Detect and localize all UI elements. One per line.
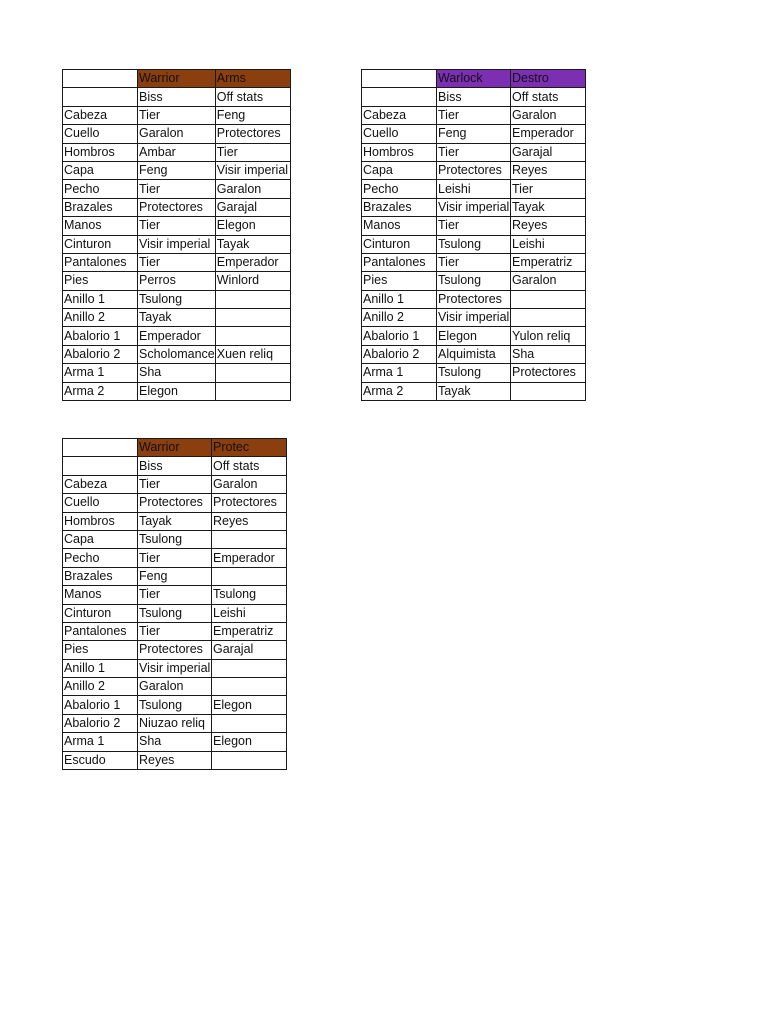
biss-cell[interactable]: Tier xyxy=(138,106,216,124)
biss-cell[interactable]: Tsulong xyxy=(138,696,212,714)
slot-cell[interactable]: Arma 2 xyxy=(362,382,437,400)
off-stats-cell[interactable]: Visir imperial xyxy=(215,161,290,179)
table-row xyxy=(63,530,287,548)
off-stats-cell[interactable]: Emperatriz xyxy=(511,253,586,271)
table-row xyxy=(362,161,586,179)
slot-cell[interactable]: Cuello xyxy=(63,125,138,143)
off-stats-cell[interactable]: Garalon xyxy=(511,272,586,290)
biss-cell[interactable]: Perros xyxy=(138,272,216,290)
biss-cell[interactable]: Tayak xyxy=(138,309,216,327)
slot-cell[interactable]: Arma 1 xyxy=(63,364,138,382)
off-stats-cell[interactable]: Garalon xyxy=(215,180,290,198)
off-stats-cell[interactable]: Emperador xyxy=(215,253,290,271)
slot-cell[interactable]: Pantalones xyxy=(63,622,138,640)
off-stats-cell[interactable] xyxy=(212,714,287,732)
biss-cell[interactable]: Tsulong xyxy=(138,290,216,308)
biss-cell[interactable]: Feng xyxy=(138,567,212,585)
slot-cell[interactable]: Arma 1 xyxy=(63,733,138,751)
off-stats-cell[interactable]: Reyes xyxy=(511,161,586,179)
biss-cell[interactable]: Tier xyxy=(437,143,511,161)
slot-cell[interactable]: Capa xyxy=(63,530,138,548)
table-header-row xyxy=(63,70,291,88)
biss-cell[interactable]: Tier xyxy=(138,180,216,198)
off-stats-cell[interactable]: Off stats xyxy=(215,88,290,106)
biss-cell[interactable]: Tsulong xyxy=(437,235,511,253)
slot-cell[interactable]: Anillo 1 xyxy=(63,659,138,677)
slot-cell[interactable]: Pies xyxy=(63,272,138,290)
slot-cell[interactable]: Pies xyxy=(362,272,437,290)
biss-cell[interactable]: Tier xyxy=(138,253,216,271)
warlock-destro-table xyxy=(361,69,586,401)
table-row xyxy=(362,327,586,345)
table-row xyxy=(63,88,291,106)
off-stats-cell[interactable] xyxy=(215,290,290,308)
off-stats-cell[interactable]: Garajal xyxy=(212,641,287,659)
table-row xyxy=(63,586,287,604)
off-stats-cell[interactable]: Garalon xyxy=(212,475,287,493)
biss-cell[interactable]: Protectores xyxy=(138,494,212,512)
slot-cell[interactable]: Anillo 2 xyxy=(63,309,138,327)
off-stats-cell[interactable]: Feng xyxy=(215,106,290,124)
biss-cell[interactable]: Tsulong xyxy=(437,364,511,382)
biss-cell[interactable]: Visir imperial xyxy=(437,198,511,216)
table-row xyxy=(362,290,586,308)
table-row xyxy=(63,733,287,751)
spec-header-cell[interactable]: Protec xyxy=(212,439,287,457)
off-stats-cell[interactable]: Emperador xyxy=(511,125,586,143)
biss-cell[interactable]: Tier xyxy=(138,622,212,640)
off-stats-cell[interactable] xyxy=(511,309,586,327)
off-stats-cell[interactable]: Garalon xyxy=(511,106,586,124)
off-stats-cell[interactable] xyxy=(212,567,287,585)
slot-cell[interactable]: Cuello xyxy=(63,494,138,512)
slot-cell[interactable]: Anillo 2 xyxy=(362,309,437,327)
slot-cell[interactable]: Capa xyxy=(63,161,138,179)
table-row xyxy=(63,272,291,290)
slot-cell[interactable]: Brazales xyxy=(362,198,437,216)
slot-cell[interactable]: Pies xyxy=(63,641,138,659)
biss-cell[interactable]: Sha xyxy=(138,364,216,382)
biss-cell[interactable]: Tier xyxy=(138,549,212,567)
slot-cell[interactable]: Escudo xyxy=(63,751,138,769)
off-stats-cell[interactable]: Off stats xyxy=(212,457,287,475)
slot-cell[interactable]: Abalorio 2 xyxy=(63,714,138,732)
table-row xyxy=(63,512,287,530)
table-row xyxy=(63,106,291,124)
slot-cell[interactable]: Hombros xyxy=(63,143,138,161)
biss-cell[interactable]: Sha xyxy=(138,733,212,751)
off-stats-cell[interactable]: Tayak xyxy=(215,235,290,253)
slot-cell[interactable]: Manos xyxy=(362,217,437,235)
table-row xyxy=(63,327,291,345)
table-header-row xyxy=(63,439,287,457)
table-row xyxy=(63,751,287,769)
slot-cell[interactable] xyxy=(63,457,138,475)
slot-cell[interactable] xyxy=(362,88,437,106)
slot-cell[interactable]: Capa xyxy=(362,161,437,179)
biss-cell[interactable]: Elegon xyxy=(437,327,511,345)
table-row xyxy=(63,659,287,677)
off-stats-cell[interactable] xyxy=(215,382,290,400)
biss-cell[interactable]: Protectores xyxy=(138,641,212,659)
off-stats-cell[interactable] xyxy=(212,678,287,696)
biss-cell[interactable]: Tier xyxy=(437,217,511,235)
table-row xyxy=(362,180,586,198)
table-row xyxy=(362,253,586,271)
off-stats-cell[interactable]: Elegon xyxy=(212,733,287,751)
biss-cell[interactable]: Tier xyxy=(138,217,216,235)
off-stats-cell[interactable] xyxy=(511,290,586,308)
slot-cell[interactable]: Anillo 2 xyxy=(63,678,138,696)
biss-cell[interactable]: Feng xyxy=(138,161,216,179)
biss-cell[interactable]: Niuzao reliq xyxy=(138,714,212,732)
table-row xyxy=(63,345,291,363)
table-row xyxy=(63,161,291,179)
slot-cell[interactable]: Abalorio 1 xyxy=(362,327,437,345)
off-stats-cell[interactable]: Emperatriz xyxy=(212,622,287,640)
off-stats-cell[interactable]: Reyes xyxy=(212,512,287,530)
off-stats-cell[interactable]: Protectores xyxy=(215,125,290,143)
table-row xyxy=(362,272,586,290)
off-stats-cell[interactable]: Winlord xyxy=(215,272,290,290)
table-row xyxy=(63,714,287,732)
biss-cell[interactable]: Tier xyxy=(138,586,212,604)
table-row xyxy=(63,235,291,253)
biss-cell[interactable]: Protectores xyxy=(437,161,511,179)
table-row xyxy=(63,549,287,567)
slot-cell[interactable]: Abalorio 1 xyxy=(63,696,138,714)
table-row xyxy=(362,88,586,106)
off-stats-cell[interactable]: Elegon xyxy=(212,696,287,714)
table-row xyxy=(362,106,586,124)
slot-cell[interactable]: Pantalones xyxy=(63,253,138,271)
table-row xyxy=(63,364,291,382)
off-stats-cell[interactable]: Garajal xyxy=(511,143,586,161)
table-row xyxy=(362,125,586,143)
biss-cell[interactable]: Tsulong xyxy=(437,272,511,290)
slot-cell[interactable]: Cinturon xyxy=(63,235,138,253)
table-row xyxy=(362,364,586,382)
table-row xyxy=(63,457,287,475)
biss-cell[interactable]: Protectores xyxy=(138,198,216,216)
off-stats-cell[interactable]: Protectores xyxy=(212,494,287,512)
spec-header-cell[interactable]: Destro xyxy=(511,70,586,88)
slot-cell[interactable]: Cinturon xyxy=(63,604,138,622)
biss-cell[interactable]: Tsulong xyxy=(138,530,212,548)
off-stats-cell[interactable]: Elegon xyxy=(215,217,290,235)
biss-cell[interactable]: Tayak xyxy=(138,512,212,530)
biss-cell[interactable]: Reyes xyxy=(138,751,212,769)
header-blank-cell[interactable] xyxy=(362,70,437,88)
slot-cell[interactable]: Cuello xyxy=(362,125,437,143)
table-row xyxy=(63,604,287,622)
header-blank-cell[interactable] xyxy=(63,439,138,457)
table-row xyxy=(63,641,287,659)
table-row xyxy=(63,290,291,308)
biss-cell[interactable]: Tsulong xyxy=(138,604,212,622)
slot-cell[interactable]: Cabeza xyxy=(63,475,138,493)
off-stats-cell[interactable]: Sha xyxy=(511,345,586,363)
warrior-protec-table xyxy=(62,438,287,770)
slot-cell[interactable]: Brazales xyxy=(63,198,138,216)
biss-cell[interactable]: Scholomance xyxy=(138,345,216,363)
off-stats-cell[interactable] xyxy=(212,659,287,677)
off-stats-cell[interactable] xyxy=(212,751,287,769)
slot-cell[interactable]: Hombros xyxy=(63,512,138,530)
slot-cell[interactable]: Manos xyxy=(63,586,138,604)
table-row xyxy=(63,217,291,235)
biss-cell[interactable]: Garalon xyxy=(138,678,212,696)
spec-header-cell[interactable]: Arms xyxy=(215,70,290,88)
table-row xyxy=(362,217,586,235)
off-stats-cell[interactable]: Protectores xyxy=(511,364,586,382)
slot-cell[interactable]: Pecho xyxy=(63,549,138,567)
biss-cell[interactable]: Biss xyxy=(437,88,511,106)
off-stats-cell[interactable]: Tier xyxy=(215,143,290,161)
biss-cell[interactable]: Protectores xyxy=(437,290,511,308)
table-row xyxy=(362,382,586,400)
table-row xyxy=(63,125,291,143)
biss-cell[interactable]: Ambar xyxy=(138,143,216,161)
slot-cell[interactable]: Anillo 1 xyxy=(63,290,138,308)
warrior-arms-table xyxy=(62,69,291,401)
table-header-row xyxy=(362,70,586,88)
biss-cell[interactable]: Feng xyxy=(437,125,511,143)
biss-cell[interactable]: Visir imperial xyxy=(138,659,212,677)
table-row xyxy=(362,143,586,161)
off-stats-cell[interactable] xyxy=(215,364,290,382)
class-header-cell[interactable]: Warlock xyxy=(437,70,511,88)
biss-cell[interactable]: Tier xyxy=(437,253,511,271)
off-stats-cell[interactable]: Garajal xyxy=(215,198,290,216)
biss-cell[interactable]: Tier xyxy=(138,475,212,493)
biss-cell[interactable]: Garalon xyxy=(138,125,216,143)
slot-cell[interactable]: Hombros xyxy=(362,143,437,161)
class-header-cell[interactable]: Warrior xyxy=(138,70,216,88)
table-row xyxy=(63,253,291,271)
slot-cell[interactable]: Pantalones xyxy=(362,253,437,271)
biss-cell[interactable]: Leishi xyxy=(437,180,511,198)
biss-cell[interactable]: Alquimista xyxy=(437,345,511,363)
table-row xyxy=(63,622,287,640)
table-row xyxy=(63,494,287,512)
slot-cell[interactable]: Pecho xyxy=(362,180,437,198)
slot-cell[interactable]: Manos xyxy=(63,217,138,235)
off-stats-cell[interactable] xyxy=(212,530,287,548)
table-row xyxy=(362,198,586,216)
off-stats-cell[interactable]: Tier xyxy=(511,180,586,198)
table-row xyxy=(63,309,291,327)
slot-cell[interactable]: Cabeza xyxy=(362,106,437,124)
off-stats-cell[interactable]: Reyes xyxy=(511,217,586,235)
table-row xyxy=(63,696,287,714)
off-stats-cell[interactable] xyxy=(511,382,586,400)
table-row xyxy=(63,180,291,198)
off-stats-cell[interactable] xyxy=(215,309,290,327)
table-row xyxy=(63,382,291,400)
biss-cell[interactable]: Visir imperial xyxy=(437,309,511,327)
off-stats-cell[interactable]: Leishi xyxy=(212,604,287,622)
off-stats-cell[interactable]: Tayak xyxy=(511,198,586,216)
slot-cell[interactable]: Arma 2 xyxy=(63,382,138,400)
table-row xyxy=(362,309,586,327)
biss-cell[interactable]: Biss xyxy=(138,88,216,106)
slot-cell[interactable]: Cinturon xyxy=(362,235,437,253)
biss-cell[interactable]: Elegon xyxy=(138,382,216,400)
header-blank-cell[interactable] xyxy=(63,70,138,88)
table-row xyxy=(63,567,287,585)
slot-cell[interactable]: Abalorio 1 xyxy=(63,327,138,345)
off-stats-cell[interactable]: Off stats xyxy=(511,88,586,106)
biss-cell[interactable]: Tier xyxy=(437,106,511,124)
slot-cell[interactable]: Pecho xyxy=(63,180,138,198)
biss-cell[interactable]: Biss xyxy=(138,457,212,475)
table-row xyxy=(362,235,586,253)
off-stats-cell[interactable]: Tsulong xyxy=(212,586,287,604)
off-stats-cell[interactable] xyxy=(215,327,290,345)
biss-cell[interactable]: Emperador xyxy=(138,327,216,345)
biss-cell[interactable]: Tayak xyxy=(437,382,511,400)
table-row xyxy=(63,143,291,161)
table-row xyxy=(63,198,291,216)
table-row xyxy=(362,345,586,363)
off-stats-cell[interactable]: Leishi xyxy=(511,235,586,253)
off-stats-cell[interactable]: Emperador xyxy=(212,549,287,567)
slot-cell[interactable]: Brazales xyxy=(63,567,138,585)
slot-cell[interactable]: Abalorio 2 xyxy=(63,345,138,363)
slot-cell[interactable]: Arma 1 xyxy=(362,364,437,382)
table-row xyxy=(63,678,287,696)
slot-cell[interactable]: Abalorio 2 xyxy=(362,345,437,363)
slot-cell[interactable] xyxy=(63,88,138,106)
class-header-cell[interactable]: Warrior xyxy=(138,439,212,457)
off-stats-cell[interactable]: Yulon reliq xyxy=(511,327,586,345)
biss-cell[interactable]: Visir imperial xyxy=(138,235,216,253)
table-row xyxy=(63,475,287,493)
slot-cell[interactable]: Anillo 1 xyxy=(362,290,437,308)
slot-cell[interactable]: Cabeza xyxy=(63,106,138,124)
off-stats-cell[interactable]: Xuen reliq xyxy=(215,345,290,363)
